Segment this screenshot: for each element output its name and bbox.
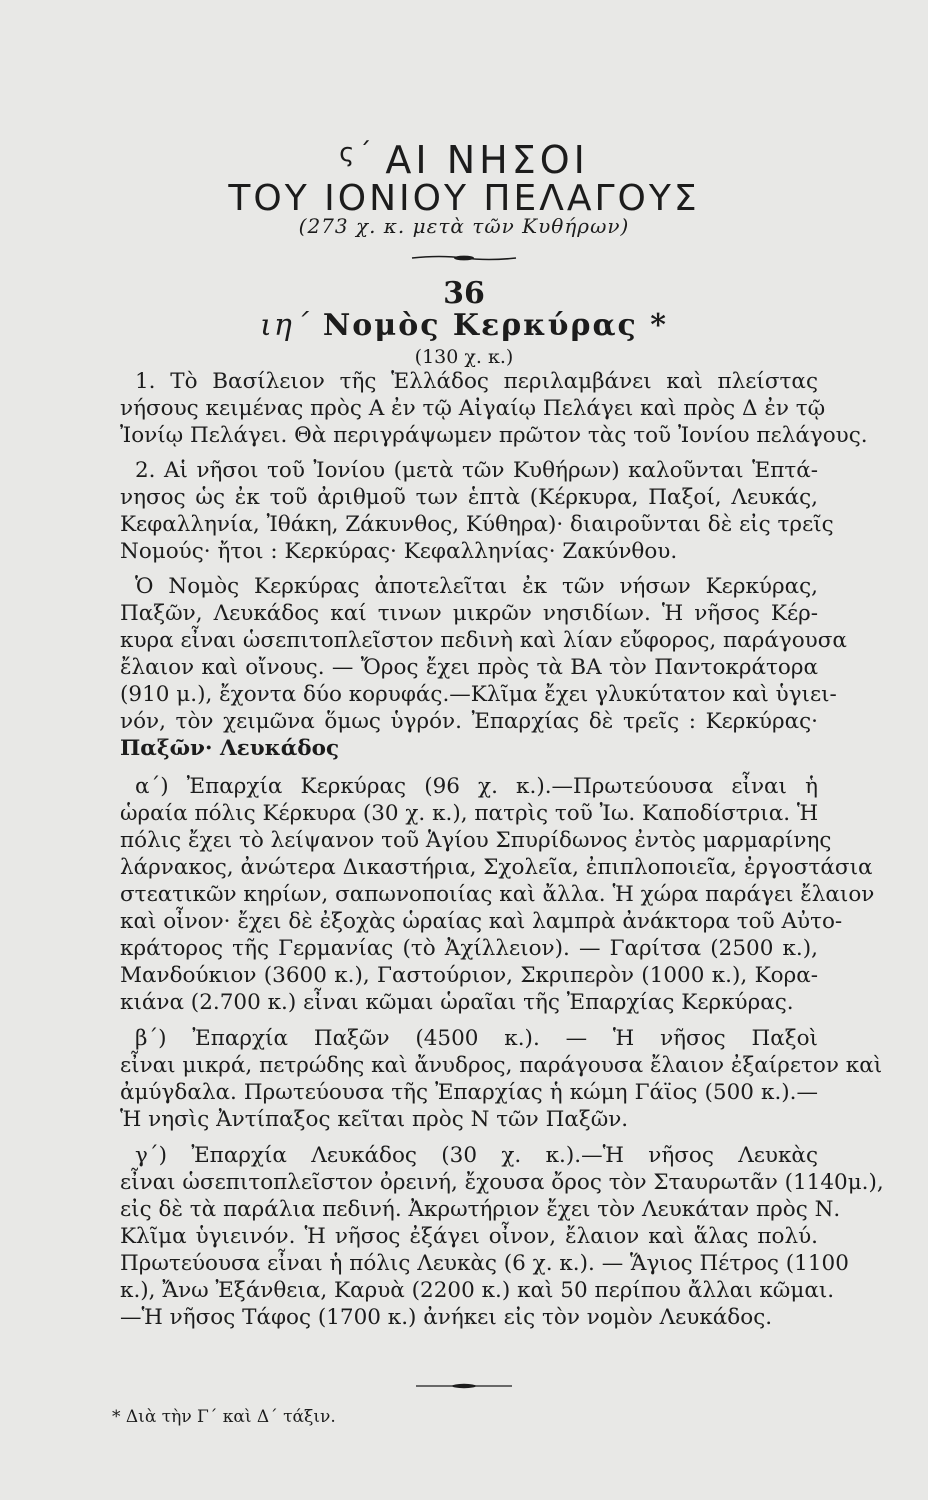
nomos-ordinal: ιη΄ [260, 308, 311, 343]
ornament-divider-bottom [410, 1383, 518, 1389]
text-line: κιάνα (2.700 κ.) εἶναι κῶμαι ὡραῖαι τῆς Ἐπαρχίας Κερκύρας. [120, 990, 794, 1015]
nomos-area: (130 χ. κ.) [414, 346, 514, 368]
text-line: λάρνακος, ἀνώτερα Δικαστήρια, Σχολεῖα, ἐπιπλοποιεῖα, ἐργοστάσια [120, 855, 873, 880]
text-line: εἶναι μικρά, πετρώδης καὶ ἄνυδρος, παράγουσα ἔλαιον ἐξαίρετον καὶ [120, 1053, 883, 1078]
text-line: νήσους κειμένας πρὸς Α ἐν τῷ Αἰγαίῳ Πελάγει καὶ πρὸς Δ ἐν τῷ [120, 396, 826, 421]
text-line: Ἡ νησὶς Ἀντίπαξος κεῖται πρὸς Ν τῶν Παξῶν. [120, 1107, 629, 1132]
text-line: κράτορος τῆς Γερμανίας (τὸ Ἀχίλλειον). — Γαρίτσα (2500 κ.), [120, 936, 818, 961]
text-line: ὡραία πόλις Κέρκυρα (30 χ. κ.), πατρὶς τοῦ Ἰω. Καποδίστρια. Ἡ [120, 801, 819, 826]
text-line: νόν, τὸν χειμῶνα ὅμως ὑγρόν. Ἐπαρχίας δὲ τρεῖς : Κερκύρας· [120, 709, 818, 734]
section-title-text: ΑΙ ΝΗΣΟΙ [385, 138, 589, 182]
text-line: νησος ὡς ἐκ τοῦ ἀριθμοῦ των ἑπτὰ (Κέρκυρα, Παξοί, Λευκάς, [120, 485, 818, 510]
text-line: β΄) Ἐπαρχία Παξῶν (4500 κ.). — Ἡ νῆσος Παξοὶ [135, 1026, 818, 1051]
text-line: —Ἡ νῆσος Τάφος (1700 κ.) ἀνήκει εἰς τὸν νομὸν Λευκάδος. [120, 1305, 773, 1330]
text-line: α΄) Ἐπαρχία Κερκύρας (96 χ. κ.).—Πρωτεύουσα εἶναι ἡ [135, 774, 818, 799]
text-line: κυρα εἶναι ὡσεπιτοπλεῖστον πεδινὴ καὶ λίαν εὔφορος, παράγουσα [120, 628, 847, 653]
text-line: Παξῶν, Λευκάδος καί τινων μικρῶν νησιδίων. Ἡ νῆσος Κέρ- [120, 601, 818, 626]
text-line: Κλῖμα ὑγιεινόν. Ἡ νῆσος ἐξάγει οἶνον, ἔλαιον καὶ ἅλας πολύ. [120, 1224, 818, 1249]
ornament-divider [410, 253, 518, 263]
footnote: * Διὰ τὴν Γ΄ καὶ Δ΄ τάξιν. [112, 1407, 336, 1427]
chapter-number: 36 [443, 276, 485, 311]
text-line: Νομούς· ἤτοι : Κερκύρας· Κεφαλληνίας· Ζακύνθου. [120, 539, 678, 564]
text-line: 2. Αἱ νῆσοι τοῦ Ἰονίου (μετὰ τῶν Κυθήρων) καλοῦνται Ἑπτά- [135, 458, 818, 483]
nomos-title [0, 308, 928, 343]
section-area: (273 χ. κ. μετὰ τῶν Κυθήρων) [298, 214, 630, 238]
text-line: εἰς δὲ τὰ παράλια πεδινή. Ἀκρωτήριον ἔχει τὸν Λευκάταν πρὸς Ν. [120, 1197, 841, 1222]
text-line: (910 μ.), ἔχοντα δύο κορυφάς.—Κλῖμα ἔχει γλυκύτατον καὶ ὑγιει- [120, 682, 837, 707]
text-line: εἶναι ὡσεπιτοπλεῖστον ὀρεινή, ἔχουσα ὄρος τὸν Σταυρωτᾶν (1140μ.), [120, 1170, 884, 1195]
text-line: καὶ οἶνον· ἔχει δὲ ἐξοχὰς ὡραίας καὶ λαμπρὰ ἀνάκτορα τοῦ Αὐτο- [120, 909, 843, 934]
text-line: πόλις ἔχει τὸ λείψανον τοῦ Ἁγίου Σπυρίδωνος ἐντὸς μαρμαρίνης [120, 828, 832, 853]
text-line: 1. Τὸ Βασίλειον τῆς Ἑλλάδος περιλαμβάνει καὶ πλείστας [135, 369, 818, 394]
text-line: Μανδούκιον (3600 κ.), Γαστούριον, Σκριπερὸν (1000 κ.), Κορα- [120, 963, 818, 988]
text-line: στεατικῶν κηρίων, σαπωνοποιίας καὶ ἄλλα. Ἡ χώρα παράγει ἔλαιον [120, 882, 875, 907]
text-line: γ΄) Ἐπαρχία Λευκάδος (30 χ. κ.).—Ἡ νῆσος Λευκὰς [135, 1143, 818, 1168]
nomos-title-text: Νομὸς Κερκύρας * [322, 308, 668, 343]
text-line: ἀμύγδαλα. Πρωτεύουσα τῆς Ἐπαρχίας ἡ κώμη Γάϊος (500 κ.).— [120, 1080, 818, 1105]
text-line: Ὁ Νομὸς Κερκύρας ἀποτελεῖται ἐκ τῶν νήσων Κερκύρας, [135, 574, 818, 599]
section-title [0, 138, 928, 182]
text-line: Ἰονίῳ Πελάγει. Θὰ περιγράψωμεν πρῶτον τὰς τοῦ Ἰονίου πελάγους. [120, 423, 868, 448]
text-line: Κεφαλληνία, Ἰθάκη, Ζάκυνθος, Κύθηρα)· διαιροῦνται δὲ εἰς τρεῖς [120, 512, 834, 537]
section-title-line2: ΤΟΥ ΙΟΝΙΟΥ ΠΕΛΑΓΟΥΣ [228, 178, 700, 219]
text-line: κ.), Ἄνω Ἐξάνθεια, Καρυὰ (2200 κ.) καὶ 50 περίπου ἄλλαι κῶμαι. [120, 1278, 835, 1303]
text-line: Πρωτεύουσα εἶναι ἡ πόλις Λευκὰς (6 χ. κ.). — Ἅγιος Πέτρος (1100 [120, 1251, 849, 1276]
text-line: ἔλαιον καὶ οἴνους. — Ὄρος ἔχει πρὸς τὰ ΒΑ τὸν Παντοκράτορα [120, 655, 818, 680]
section-numeral: ς΄ [339, 138, 376, 168]
text-line: Παξῶν· Λευκάδος [120, 736, 340, 761]
